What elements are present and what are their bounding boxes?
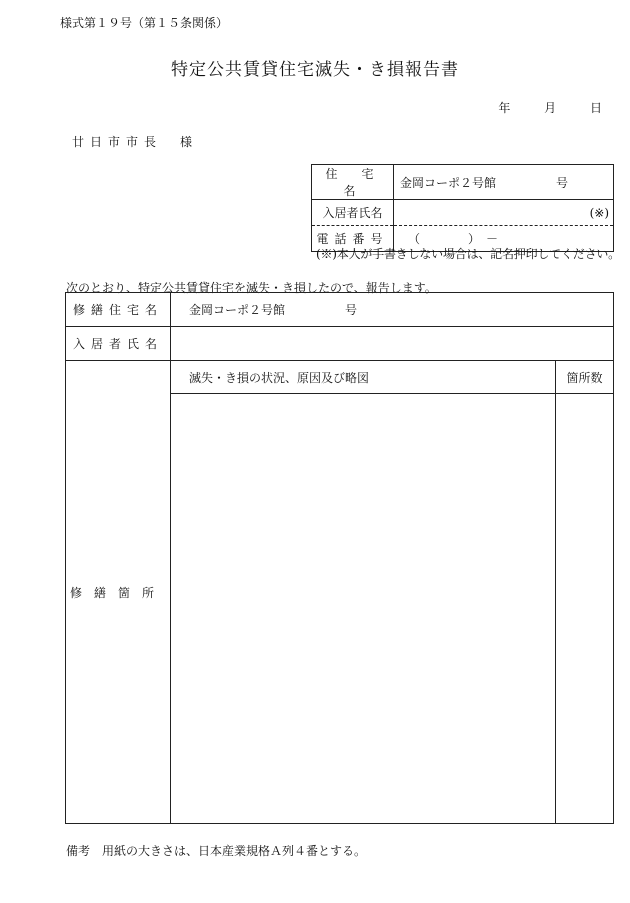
phone-number-label: 電話番号 (312, 226, 394, 252)
description-header: 滅失・き損の状況、原因及び略図 (171, 361, 556, 394)
resident-name-row-label: 入居者氏名 (66, 327, 171, 361)
date-line: 年 月 日 (498, 101, 602, 115)
repair-table (65, 292, 614, 824)
repair-house-label: 修繕住宅名 (66, 293, 171, 327)
form-number: 様式第１９号（第１５条関係） (60, 16, 229, 30)
phone-number-field[interactable]: （ ） － (394, 226, 614, 252)
addressee: 廿日市市長 様 (72, 135, 199, 149)
remark: 備考 用紙の大きさは、日本産業規格Ａ列４番とする。 (66, 844, 367, 858)
repair-place-label: 修繕箇所 (66, 361, 171, 824)
count-header: 箇所数 (556, 361, 614, 394)
description-area[interactable] (171, 394, 556, 824)
repair-house-field[interactable]: 金岡コーポ２号館 号 (171, 293, 614, 327)
intro-text: 次のとおり、特定公共賃貸住宅を滅失・き損したので、報告します。 (66, 281, 437, 295)
seal-note: (※)本人が手書きしない場合は、記名押印してください。 (316, 247, 620, 261)
resident-name-row-field[interactable] (171, 327, 614, 361)
document-title: 特定公共賃貸住宅滅失・き損報告書 (171, 60, 459, 80)
count-area[interactable] (556, 394, 614, 824)
resident-name-field[interactable] (394, 200, 614, 226)
house-name-label: 住 宅 名 (312, 165, 394, 200)
applicant-info-table (311, 164, 614, 252)
house-name-field[interactable]: 金岡コーポ２号館 号 (394, 165, 614, 200)
seal-mark: (※) (589, 205, 609, 220)
resident-name-label: 入居者氏名 (312, 200, 394, 226)
